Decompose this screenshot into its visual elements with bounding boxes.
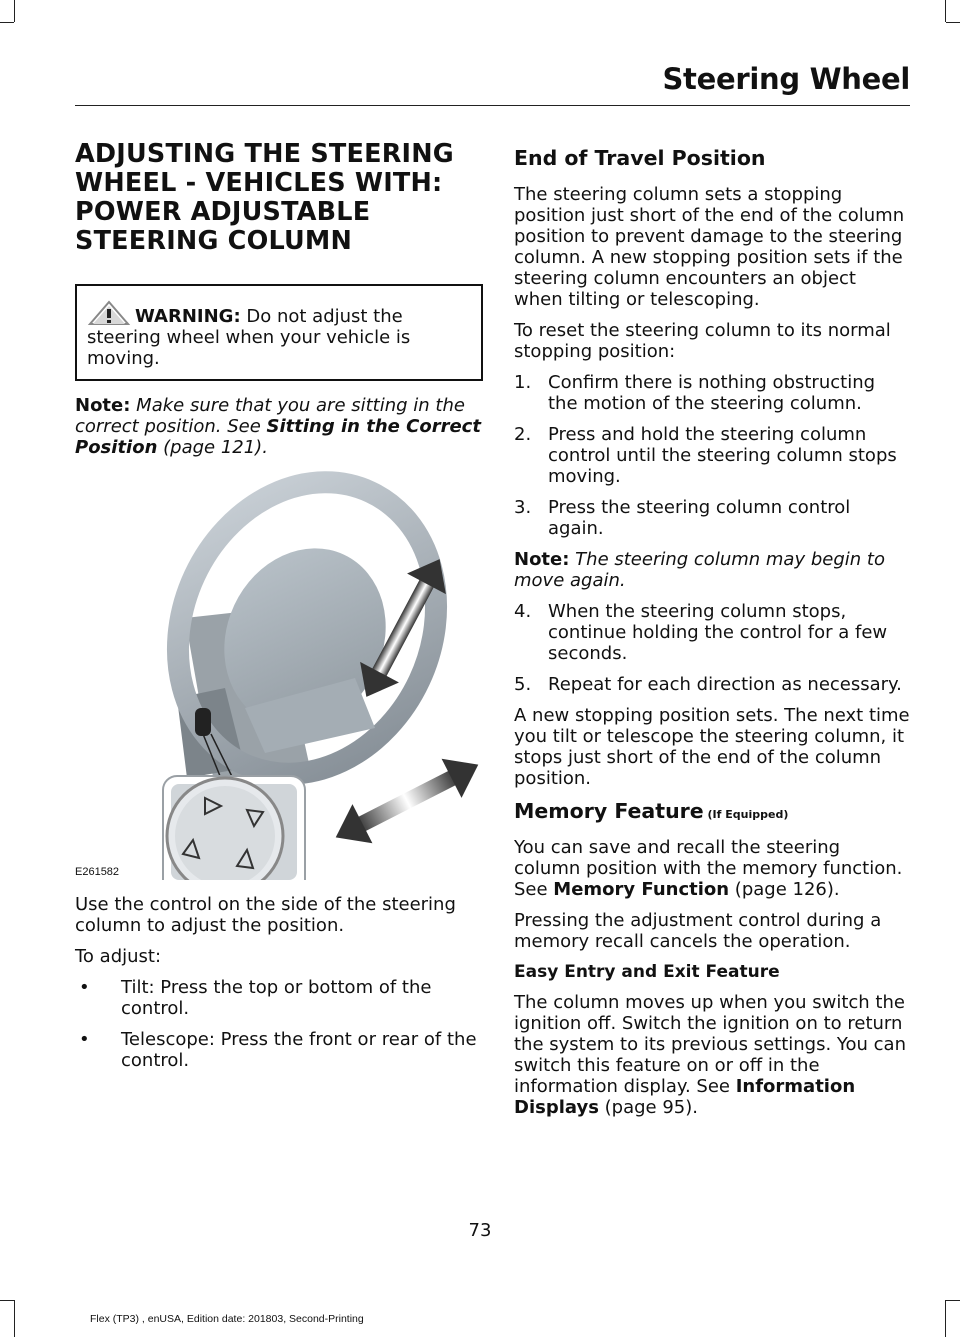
memory-feature-title: Memory Feature (514, 799, 704, 823)
reset-steps-list (514, 372, 910, 539)
step-text: Press and hold the steering column control until the steering column stops moving. (548, 424, 897, 487)
step-number: 3. (514, 497, 532, 518)
step-text: When the steering column stops, continue holding the control for a few seconds. (548, 601, 888, 664)
note-text: Make sure that you are sitting in the correct position. See (75, 395, 465, 437)
step-number: 1. (514, 372, 532, 393)
easy-entry-page-ref: (page 95). (598, 1097, 698, 1118)
warning-text (87, 300, 471, 369)
crop-mark (946, 22, 960, 23)
warning-label: WARNING: (135, 306, 241, 327)
memory-cancel-paragraph: Pressing the adjustment control during a memory recall cancels the operation. (514, 910, 882, 952)
if-equipped-label: (If Equipped) (703, 808, 789, 821)
note-text: The steering column may begin to move again. (514, 549, 885, 591)
intro-paragraph: Use the control on the side of the steering column to adjust the position. (75, 894, 456, 936)
right-column (514, 140, 910, 1128)
end-of-travel-paragraph: The steering column sets a stopping position just short of the end of the column position to prevent damage to the steering column. A new stopping position sets if the steering column encounters an object when tilting or telescoping. (514, 184, 905, 310)
bullet-marker: • (79, 977, 90, 998)
reset-intro-paragraph: To reset the steering column to its normal stopping position: (514, 320, 891, 362)
list-item (514, 372, 910, 414)
bullet-marker: • (79, 1029, 90, 1050)
step-number: 5. (514, 674, 532, 695)
step-text: Confirm there is nothing obstructing the motion of the steering column. (548, 372, 876, 414)
crop-mark (945, 1300, 946, 1337)
end-of-travel-heading: End of Travel Position (514, 146, 766, 170)
note-move-again (514, 549, 910, 591)
easy-entry-paragraph (514, 992, 910, 1118)
list-item (75, 977, 483, 1019)
xref-information-displays[interactable]: Information Displays (514, 1076, 856, 1118)
note-label: Note: (75, 395, 131, 416)
steering-wheel-drawing (75, 468, 483, 880)
to-adjust-label: To adjust: (75, 946, 162, 967)
left-column (75, 140, 483, 1081)
page-number: 73 (468, 1220, 492, 1241)
list-item (514, 497, 910, 539)
note-sitting (75, 395, 483, 458)
steering-wheel-illustration (75, 468, 483, 880)
step-text: Press the steering column control again. (548, 497, 851, 539)
crop-mark (14, 0, 15, 22)
memory-text: You can save and recall the steering column position with the memory function. See (514, 837, 903, 900)
note-page-ref: (page 121). (157, 437, 268, 458)
step-number: 4. (514, 601, 532, 622)
list-item (514, 601, 910, 664)
header-rule (75, 105, 910, 106)
figure-code: E261582 (75, 866, 120, 878)
list-item-text: Telescope: Press the front or rear of the control. (121, 1029, 477, 1071)
adjust-list (75, 977, 483, 1071)
new-stopping-paragraph: A new stopping position sets. The next time you tilt or telescope the steering column, it stops just short of the end of the column position. (514, 705, 910, 789)
step-number: 2. (514, 424, 532, 445)
xref-sitting-position[interactable]: Sitting in the Correct Position (75, 416, 481, 458)
crop-mark (0, 22, 14, 23)
memory-paragraph (514, 837, 910, 900)
crop-mark (0, 1300, 14, 1301)
list-item-text: Tilt: Press the top or bottom of the control. (121, 977, 432, 1019)
list-item (514, 424, 910, 487)
list-item (514, 674, 910, 695)
warning-box (75, 284, 483, 381)
section-title: ADJUSTING THE STEERING WHEEL - VEHICLES WITH: POWER ADJUSTABLE STEERING COLUMN (75, 139, 454, 256)
crop-mark (945, 0, 946, 22)
memory-page-ref: (page 126). (729, 879, 840, 900)
easy-entry-heading: Easy Entry and Exit Feature (514, 962, 780, 982)
crop-mark (946, 1300, 960, 1301)
footer-edition-note: Flex (TP3) , enUSA, Edition date: 201803, Second-Printing (90, 1313, 364, 1325)
xref-memory-function[interactable]: Memory Function (553, 879, 730, 900)
warning-triangle-icon (87, 300, 131, 326)
warning-body: Do not adjust the steering wheel when your vehicle is moving. (87, 306, 411, 369)
crop-mark (14, 1300, 15, 1337)
reset-steps-list-continued (514, 601, 910, 695)
step-text: Repeat for each direction as necessary. (548, 674, 902, 695)
page-header-title: Steering Wheel (662, 62, 910, 96)
memory-feature-heading (514, 799, 910, 823)
list-item (75, 1029, 483, 1071)
easy-entry-text: The column moves up when you switch the ignition off. Switch the ignition on to return the system to its previous settings. You can switch this feature on or off in the information display. See (514, 992, 906, 1097)
note-label: Note: (514, 549, 570, 570)
